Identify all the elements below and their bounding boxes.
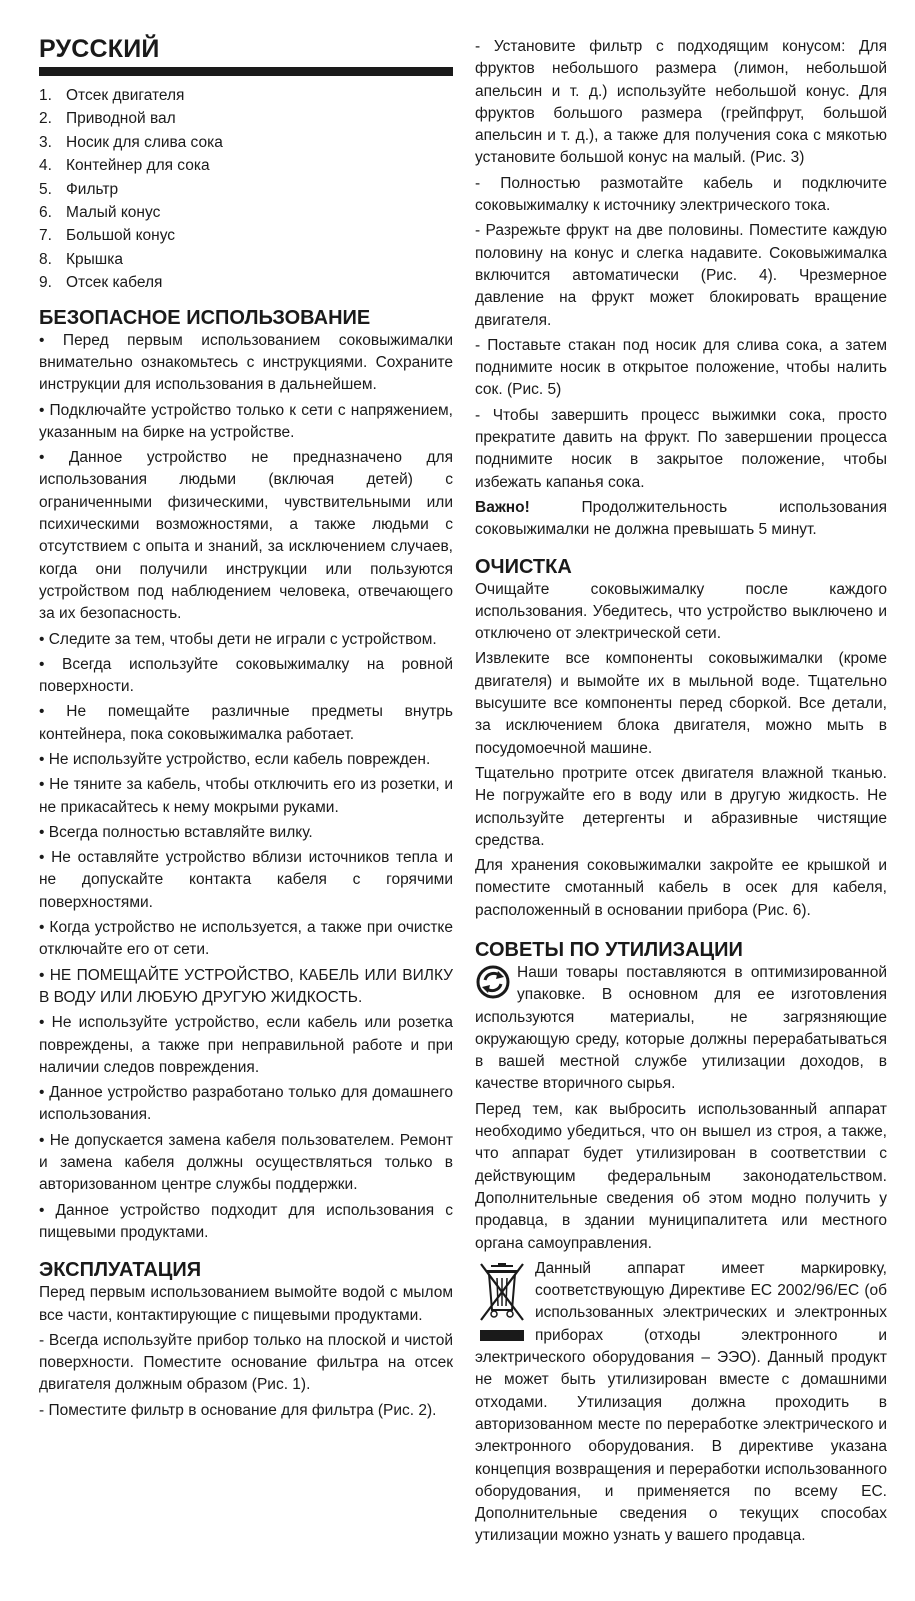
part-number: 7. bbox=[39, 227, 52, 245]
part-number: 3. bbox=[39, 133, 52, 151]
parts-list bbox=[39, 84, 453, 295]
safety-paragraph: • Данное устройство подходит для использования с пищевыми продуктами. bbox=[39, 1201, 453, 1241]
safety-paragraph: • Всегда полностью вставляйте вилку. bbox=[39, 823, 313, 841]
safety-paragraph: • Когда устройство не используется, а также при очистке отключайте его от сети. bbox=[39, 919, 453, 959]
safety-paragraph: • Не используйте устройство, если кабель поврежден. bbox=[39, 751, 431, 768]
part-item bbox=[39, 248, 453, 271]
safety-paragraph: • Не тяните за кабель, чтобы отключить его из розетки, и не прикасайтесь к нему мокрыми руками. bbox=[39, 776, 453, 816]
page-title: РУССКИЙ bbox=[39, 35, 160, 63]
operation-paragraph: - Поместите фильтр в основание для фильтра (Рис. 2). bbox=[39, 1401, 437, 1419]
important-text: Продолжительность использования соковыжималки не должна превышать 5 минут. bbox=[475, 498, 887, 539]
cleaning-paragraph: Очищайте соковыжималку после каждого использования. Убедитесь, что устройство выключено и отключено от электрической сети. bbox=[475, 580, 887, 643]
part-label: Отсек кабеля bbox=[66, 274, 163, 292]
cleaning-paragraph: Тщательно протрите отсек двигателя влажной тканью. Не погружайте его в воду или в другую жидкость. Не используйте детергенты и абразивные чистящие средства. bbox=[475, 764, 887, 849]
safety-paragraph: • Данное устройство разработано только для домашнего использования. bbox=[39, 1084, 453, 1124]
part-item bbox=[39, 107, 453, 130]
safety-paragraph: • Перед первым использованием соковыжималки внимательно ознакомьтесь с инструкциями. Сохраните инструкции для использования в дальнейшем. bbox=[39, 331, 453, 394]
discard-paragraph: Перед тем, как выбросить использованный аппарат необходимо убедиться, что он вышел из строя, а также, что аппарат будет утилизирован в соответствии с действующим федеральным законодательством. Дополнительные сведения об этом модно получить у продавца, в здании муниципалитета или местного органа самоуправления. bbox=[475, 1100, 887, 1252]
operation-paragraph: - Чтобы завершить процесс выжимки сока, просто прекратите давить на фрукт. По завершении процесса поднимите носик в закрытое положение, чтобы избежать капанья сока. bbox=[475, 406, 887, 491]
recycle-paragraph bbox=[475, 962, 887, 1096]
part-label: Контейнер для сока bbox=[66, 157, 210, 175]
recycle-text: Наши товары поставляются в оптимизированной упаковке. В основном для ее изготовления используются материалы, не загрязняющие окружающую среду, которые должны перерабатываться в вашей местной службе утилизации доходов, в качестве вторичного сырья. bbox=[475, 963, 887, 1093]
part-number: 5. bbox=[39, 180, 52, 198]
title-divider bbox=[39, 67, 453, 76]
operation-paragraph: - Полностью размотайте кабель и подключите соковыжималку к источнику электрического тока. bbox=[475, 174, 887, 215]
part-label: Большой конус bbox=[66, 227, 176, 245]
recycle-icon bbox=[475, 964, 511, 1000]
part-label: Фильтр bbox=[66, 180, 119, 198]
part-number: 9. bbox=[39, 274, 52, 292]
safety-paragraph: • Следите за тем, чтобы дети не играли с устройством. bbox=[39, 630, 437, 648]
safety-heading: БЕЗОПАСНОЕ ИСПОЛЬЗОВАНИЕ bbox=[39, 306, 371, 329]
operation-section-right bbox=[475, 36, 887, 494]
cleaning-paragraph: Извлеките все компоненты соковыжималки (кроме двигателя) и вымойте их в мыльной воде. Тщательно высушите все компоненты перед сборкой. Все детали, за исключением блока двигателя, можно мыть в посудомоечной машине. bbox=[475, 650, 887, 757]
operation-heading: ЭКСПЛУАТАЦИЯ bbox=[39, 1259, 202, 1282]
safety-paragraph: • Не помещайте различные предметы внутрь контейнера, пока соковыжималка работает. bbox=[39, 703, 453, 743]
part-label: Малый конус bbox=[66, 204, 161, 222]
part-item bbox=[39, 154, 453, 177]
part-number: 1. bbox=[39, 87, 52, 104]
part-item bbox=[39, 201, 453, 224]
part-number: 2. bbox=[39, 110, 52, 128]
operation-paragraph: - Поставьте стакан под носик для слива сока, а затем поднимите носик в открытое положение, чтобы налить сок. (Рис. 5) bbox=[475, 336, 887, 399]
cleaning-paragraph: Для хранения соковыжималки закройте ее крышкой и поместите смотанный кабель в осек для кабеля, расположенный в основании прибора (Рис. 6). bbox=[475, 857, 887, 919]
operation-paragraph: Перед первым использованием вымойте водой с мылом все части, контактирующие с пищевыми продуктами. bbox=[39, 1284, 453, 1324]
important-label: Важно! bbox=[475, 498, 530, 516]
part-item bbox=[39, 178, 453, 201]
operation-paragraph: - Разрежьте фрукт на две половины. Поместите каждую половину на конус и слегка надавите. Соковыжималка включится автоматически (Рис. 4). Чрезмерное давление на фрукт может блокировать вращение двигателя. bbox=[475, 222, 887, 329]
safety-paragraph: • Не оставляйте устройство вблизи источников тепла и не допускайте контакта кабеля с горячими поверхностями. bbox=[39, 849, 453, 911]
weee-paragraph bbox=[475, 1258, 887, 1548]
weee-text: Данный аппарат имеет маркировку, соответствующую Директиве ЕС 2002/96/ЕС (об использованных электрических и электронных приборах (отходы электронного и электрического оборудования – ЭЭО). Данный продукт не может быть утилизирован вместе с домашними отходами. Утилизация должна проходить в авторизованном месте по переработке электрического и электронного оборудования. В директиве указана концепция возвращения и переработки использованного оборудования, и применяется по всему ЕС. Дополнительные сведения о текущих способах утилизации можно узнать у вашего продавца. bbox=[475, 1259, 887, 1545]
safety-paragraph: • Подключайте устройство только к сети с напряжением, указанным на бирке на устройстве. bbox=[39, 401, 453, 441]
cleaning-heading: ОЧИСТКА bbox=[475, 555, 572, 578]
operation-paragraph: - Всегда используйте прибор только на плоской и чистой поверхности. Поместите основание фильтра на отсек двигателя должным образом (Рис. 1). bbox=[39, 1331, 453, 1394]
safety-paragraph: • НЕ ПОМЕЩАЙТЕ УСТРОЙСТВО, КАБЕЛЬ ИЛИ ВИЛКУ В ВОДУ ИЛИ ЛЮБУЮ ДРУГУЮ ЖИДКОСТЬ. bbox=[39, 966, 453, 1006]
part-label: Крышка bbox=[66, 250, 123, 268]
part-label: Отсек двигателя bbox=[66, 87, 185, 104]
safety-paragraph: • Не используйте устройство, если кабель или розетка повреждены, а также при неправильной работе и при наличии следов повреждения. bbox=[39, 1014, 453, 1076]
disposal-heading: СОВЕТЫ ПО УТИЛИЗАЦИИ bbox=[475, 938, 743, 961]
operation-paragraph: - Установите фильтр с подходящим конусом: Для фруктов небольшого размера (лимон, небольшой апельсин и т. д.) используйте небольшой конус. Для фруктов большого размера (грейпфрут, большой апельсин и т. д.), а также для получения сока с мякотью установите большой конус на малый. (Рис. 3) bbox=[475, 38, 887, 167]
part-number: 8. bbox=[39, 250, 52, 268]
safety-paragraph: • Не допускается замена кабеля пользователем. Ремонт и замена кабеля должны осуществляться только в авторизованном центре службы поддержки. bbox=[39, 1131, 453, 1194]
left-column bbox=[39, 34, 453, 1425]
right-column bbox=[475, 36, 887, 1551]
safety-section bbox=[39, 330, 453, 1245]
safety-paragraph: • Данное устройство не предназначено для использования людьми (включая детей) с ограниченными физическими, чувствительными или психическими возможностями, а также людьми с отсутствием с опыта и знаний, за исключением случаев, когда они получили инструкции или пользуются устройством под наблюдением человека, отвечающего за их безопасность. bbox=[39, 449, 453, 623]
important-note bbox=[475, 497, 887, 542]
part-item bbox=[39, 84, 453, 107]
part-label: Носик для слива сока bbox=[66, 133, 223, 151]
part-item bbox=[39, 271, 453, 294]
crossed-bin-icon bbox=[475, 1260, 529, 1344]
part-item bbox=[39, 131, 453, 154]
part-number: 4. bbox=[39, 157, 52, 175]
operation-section-left bbox=[39, 1282, 453, 1422]
part-number: 6. bbox=[39, 204, 52, 222]
cleaning-section bbox=[475, 579, 887, 922]
safety-paragraph: • Всегда используйте соковыжималку на ровной поверхности. bbox=[39, 655, 453, 696]
part-label: Приводной вал bbox=[66, 110, 176, 128]
part-item bbox=[39, 224, 453, 247]
